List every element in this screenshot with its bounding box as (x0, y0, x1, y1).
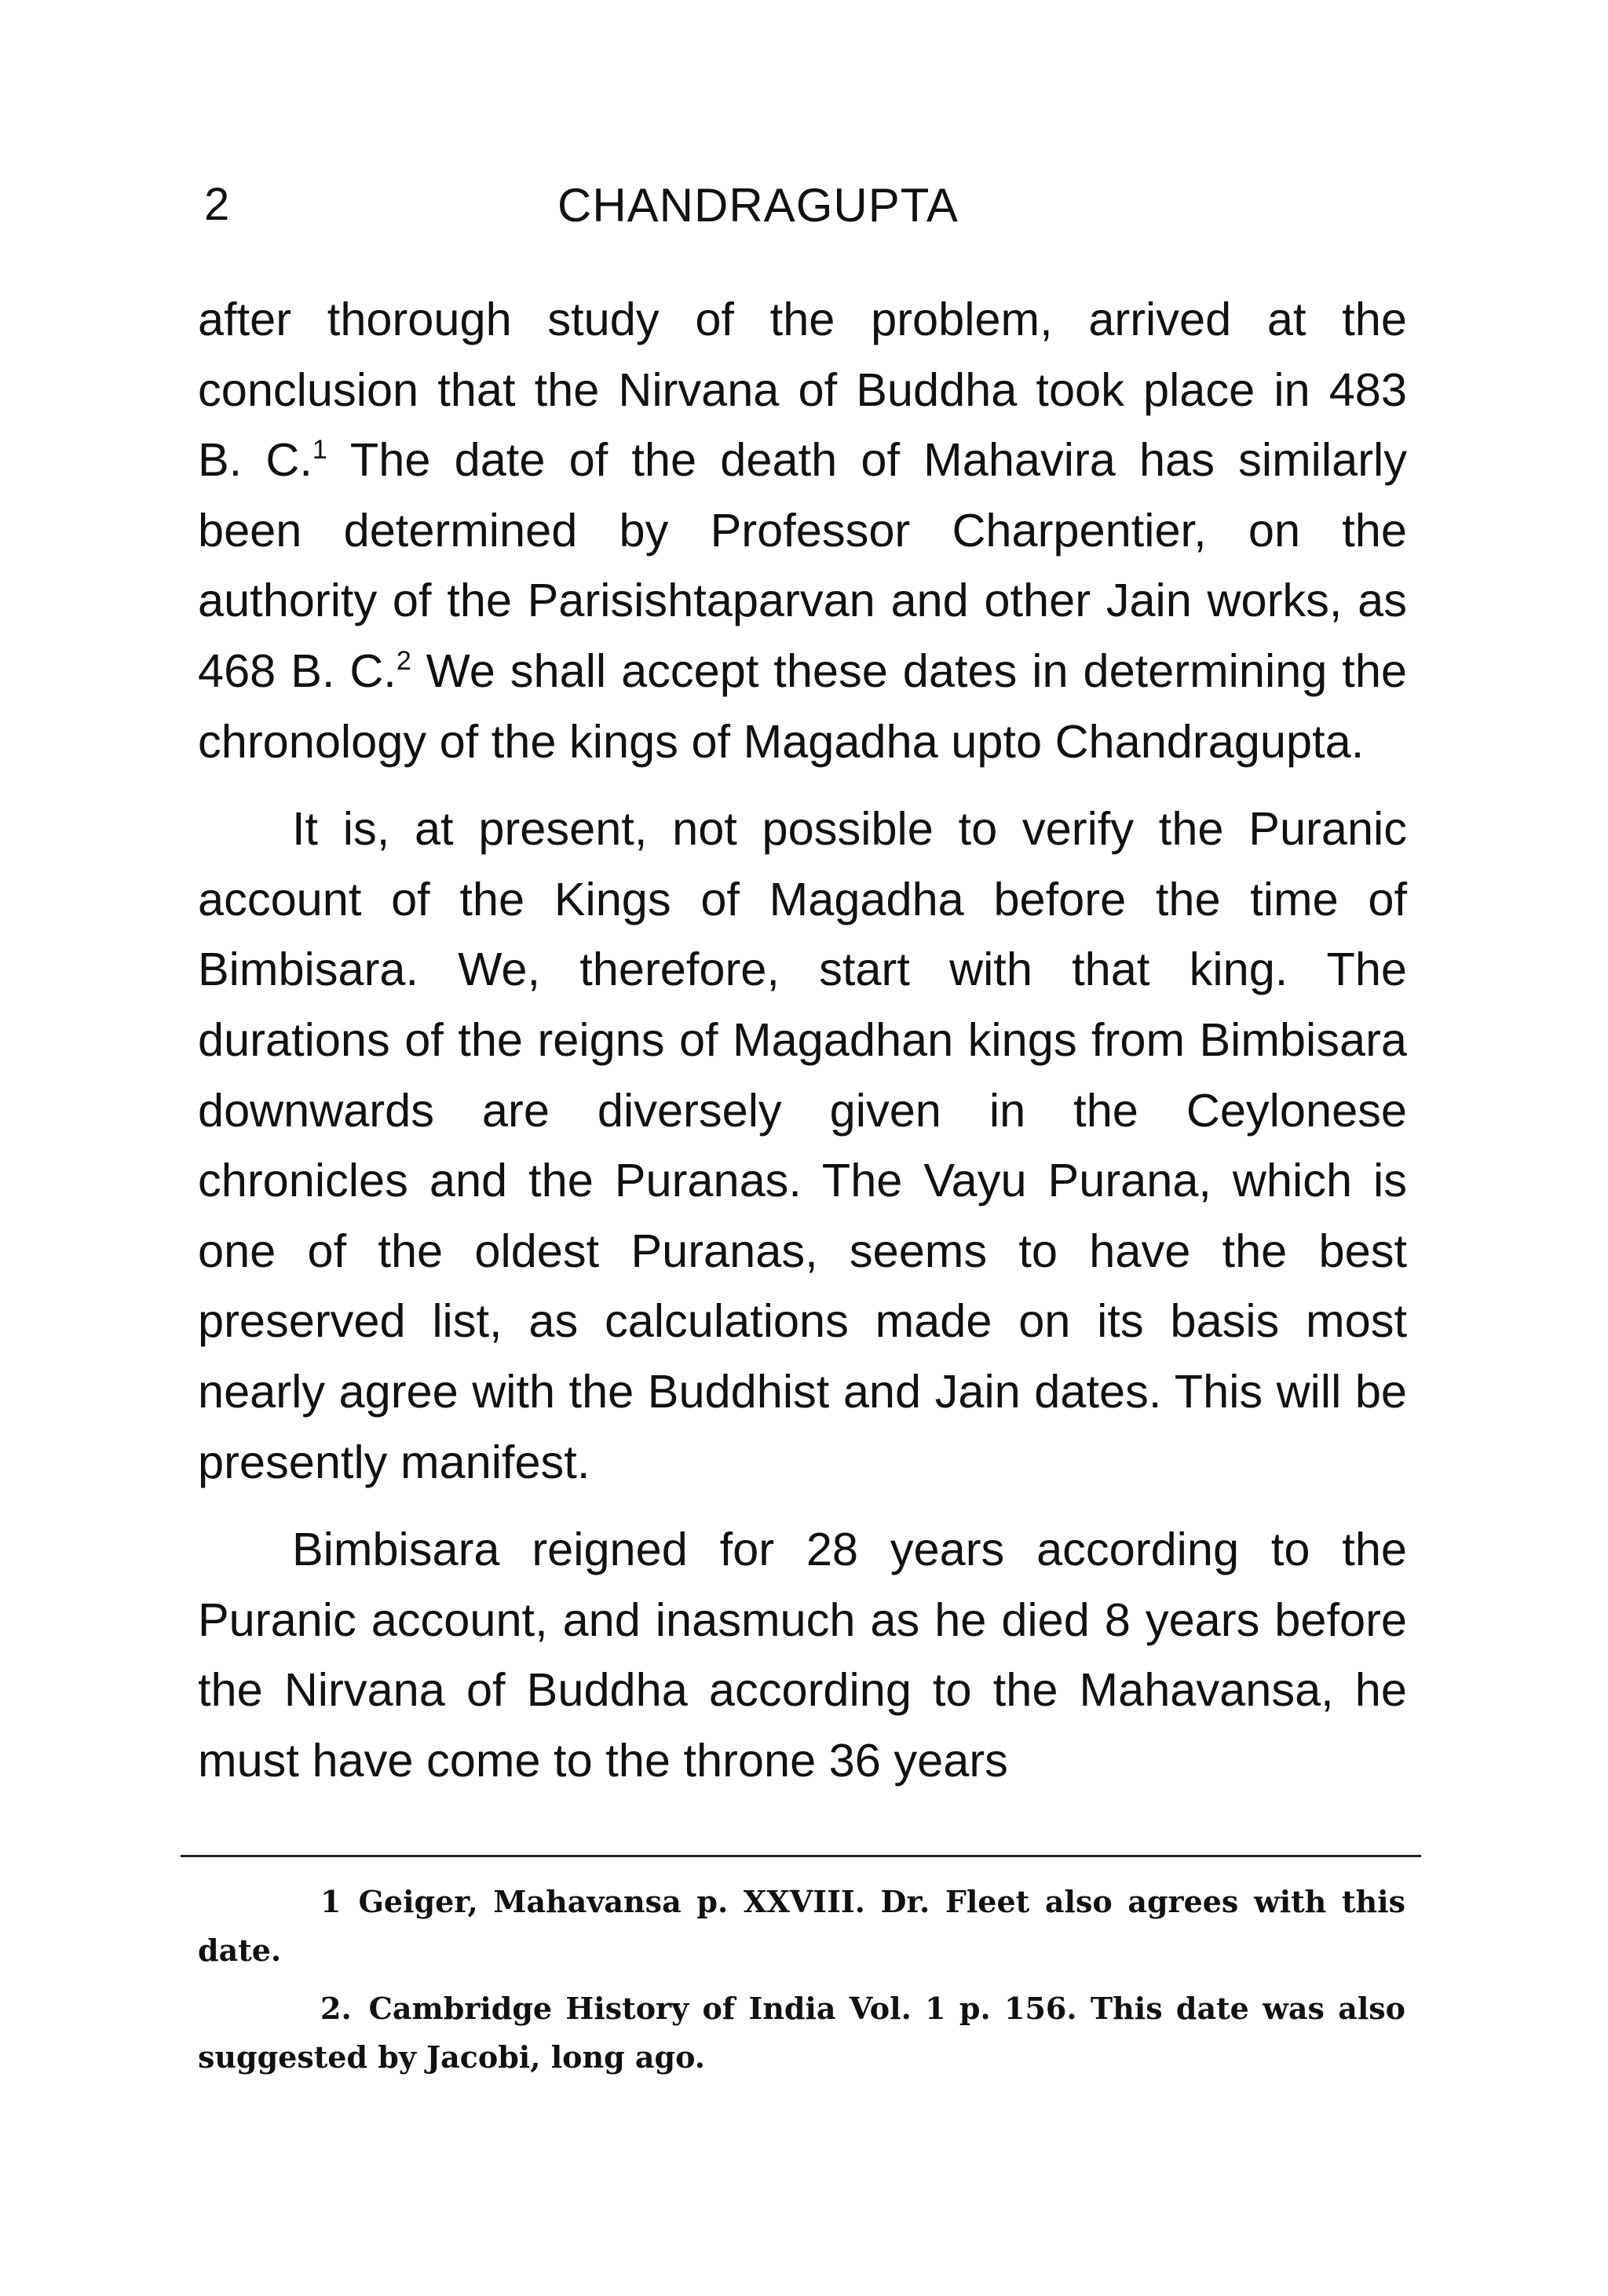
paragraph-3: Bimbisara reigned for 28 years according to the Puranic account, and inasmuch as he died 8 years before the Nirvana of Buddha according to the Mahavansa, he must have come to the throne 36 years (198, 1523, 1407, 1787)
footnote-divider (181, 1855, 1421, 1857)
footnote-text: Cambridge History of India Vol. 1 p. 156. This date was also suggested by Jacobi, long ago. (198, 1991, 1405, 2075)
footnote-number: 2. (320, 1991, 352, 2026)
paragraph-1 (198, 284, 1407, 776)
footnote-ref-1: 1 (312, 435, 327, 465)
body-text (198, 284, 1407, 1795)
footnote-1 (198, 1878, 1405, 1975)
footnote-number: 1 (320, 1884, 342, 1919)
paragraph-1-text-c: We shall accept these dates in determining the chronology of the kings of Magadha upto Chandragupta. (198, 644, 1408, 768)
paragraph-1-text-a: after thorough study of the problem, arrived at the conclusion that the Nirvana of Buddha took place in 483 B. C. (198, 293, 1407, 487)
footnotes (198, 1878, 1405, 2091)
footnote-ref-2: 2 (396, 645, 411, 676)
paragraph-2: It is, at present, not possible to verify the Puranic account of the Kings of Magadha before the time of Bimbisara. We, therefore, start with that king. The durations of the reigns of Magadhan kings from Bimbisara downwards are diversely given in the Ceylonese chronicles and the Puranas. The Vayu Purana, which is one of the oldest Puranas, seems to have the best preserved list, as calculations made on its basis most nearly agree with the Buddhist and Jain dates. This will be presently manifest. (198, 802, 1407, 1488)
footnote-text: Geiger, Mahavansa p. XXVIII. Dr. Fleet also agrees with this date. (198, 1884, 1405, 1968)
paragraph-1-text-b: The date of the death of Mahavira has similarly been determined by Professor Charpentier, on the authority of the Parisishtaparvan and other Jain works, as 468 B. C. (198, 433, 1407, 697)
footnote-2 (198, 1984, 1405, 2082)
page-number: 2 (204, 179, 230, 230)
running-title: CHANDRAGUPTA (557, 179, 959, 232)
